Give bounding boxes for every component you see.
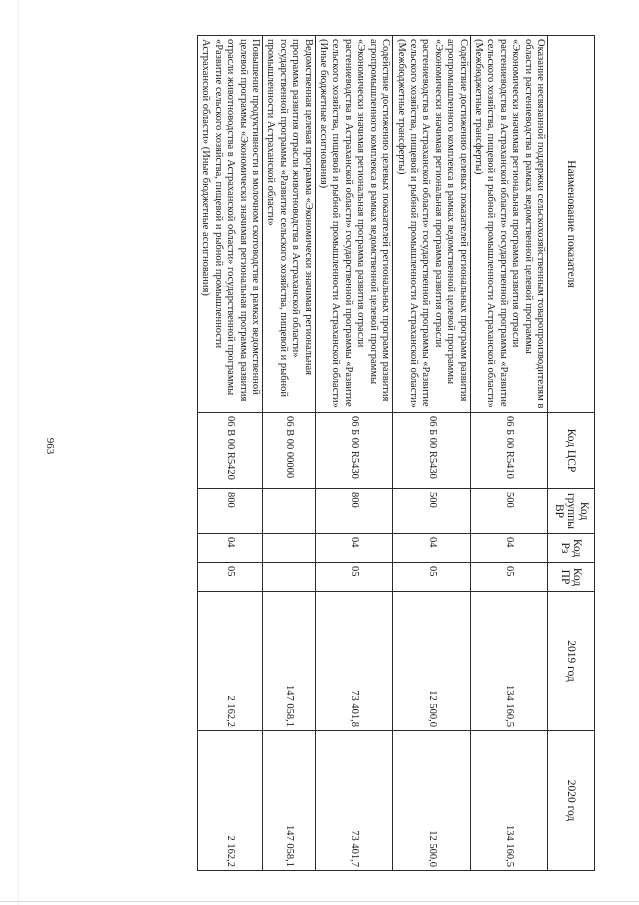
row-rz: 04 [198,534,263,563]
table-row [198,36,263,871]
row-pr: 05 [315,563,392,592]
scan-edge-mark [18,0,19,905]
row-2020: 2 162,2 [198,731,263,871]
table-header-row [548,36,595,871]
table-row [470,36,547,871]
row-vr: 800 [315,489,392,534]
row-vr [263,489,316,534]
row-csr: 06 В 00 R5420 [198,413,263,489]
row-csr: 06 Б 00 R5410 [470,413,547,489]
row-pr: 05 [393,563,470,592]
row-2019: 12 500,0 [393,592,470,731]
header-name: Наименование показателя [548,36,595,413]
row-2020: 12 500,0 [393,731,470,871]
row-rz: 04 [470,534,547,563]
table-row [315,36,392,871]
row-2019: 134 160,5 [470,592,547,731]
row-2019: 147 058,1 [263,592,316,731]
row-csr: 06 Б 00 R5430 [315,413,392,489]
row-vr: 500 [470,489,547,534]
row-name: Оказание несвязанной поддержки сельскохозяйственным товаропроизводителям в области растениеводства в рамках ведомственной целевой программы «Экономически значимая региональная программа развития отрасли растениеводства в Астраханской области» государственной программы «Развитие сельского хозяйства, пищевой и рыбной промышленности Астраханской области» (Межбюджетные трансферты) [470,36,547,413]
row-rz: 04 [393,534,470,563]
row-2019: 2 162,2 [198,592,263,731]
header-2019: 2019 год [548,592,595,731]
row-name: Содействие достижению целевых показателей региональных программ развития агропромышленного комплекса в рамках ведомственной целевой программы «Экономически значимая региональная программа развития отрасли растениеводства в Астраханской области» государственной программы «Развитие сельского хозяйства, пищевой и рыбной промышленности Астраханской области» (Межбюджетные трансферты) [393,36,470,413]
row-2020: 147 058,1 [263,731,316,871]
header-2020: 2020 год [548,731,595,871]
scan-bottom-edge [0,901,639,902]
row-rz: 04 [315,534,392,563]
row-vr: 500 [393,489,470,534]
row-pr: 05 [198,563,263,592]
row-vr: 800 [198,489,263,534]
row-2019: 73 401,8 [315,592,392,731]
row-name: Повышение продуктивности в молочном скотоводстве в рамках ведомственной целевой программы «Экономически значимая региональная программа развития отрасли животноводства в Астраханской области» государственной программы «Развитие сельского хозяйства, пищевой и рыбной промышленности Астраханской области» (Иные бюджетные ассигнования) [198,36,263,413]
page-number: 963 [44,437,56,455]
table-row [263,36,316,871]
row-pr [263,563,316,592]
rotated-page [65,35,595,870]
budget-table [197,35,595,871]
row-rz [263,534,316,563]
header-csr: Код ЦСР [548,413,595,489]
table-row [393,36,470,871]
header-pr: Код ПР [548,563,595,592]
row-csr: 06 В 00 00000 [263,413,316,489]
header-vr: Код группы ВР [548,489,595,534]
row-pr: 05 [470,563,547,592]
row-csr: 06 Б 00 R5430 [393,413,470,489]
row-2020: 134 160,5 [470,731,547,871]
row-name: Ведомственная целевая программа «Экономически значимая региональная программа развития отрасли животноводства в Астраханской области» государственной программы «Развитие сельского хозяйства, пищевой и рыбной промышленности Астраханской области» [263,36,316,413]
header-rz: Код Рз [548,534,595,563]
row-name: Содействие достижению целевых показателей региональных программ развития агропромышленного комплекса в рамках ведомственной целевой программы «Экономически значимая региональная программа развития отрасли растениеводства в Астраханской области» государственной программы «Развитие сельского хозяйства, пищевой и рыбной промышленности Астраханской области» (Иные бюджетные ассигнования) [315,36,392,413]
row-2020: 73 401,7 [315,731,392,871]
